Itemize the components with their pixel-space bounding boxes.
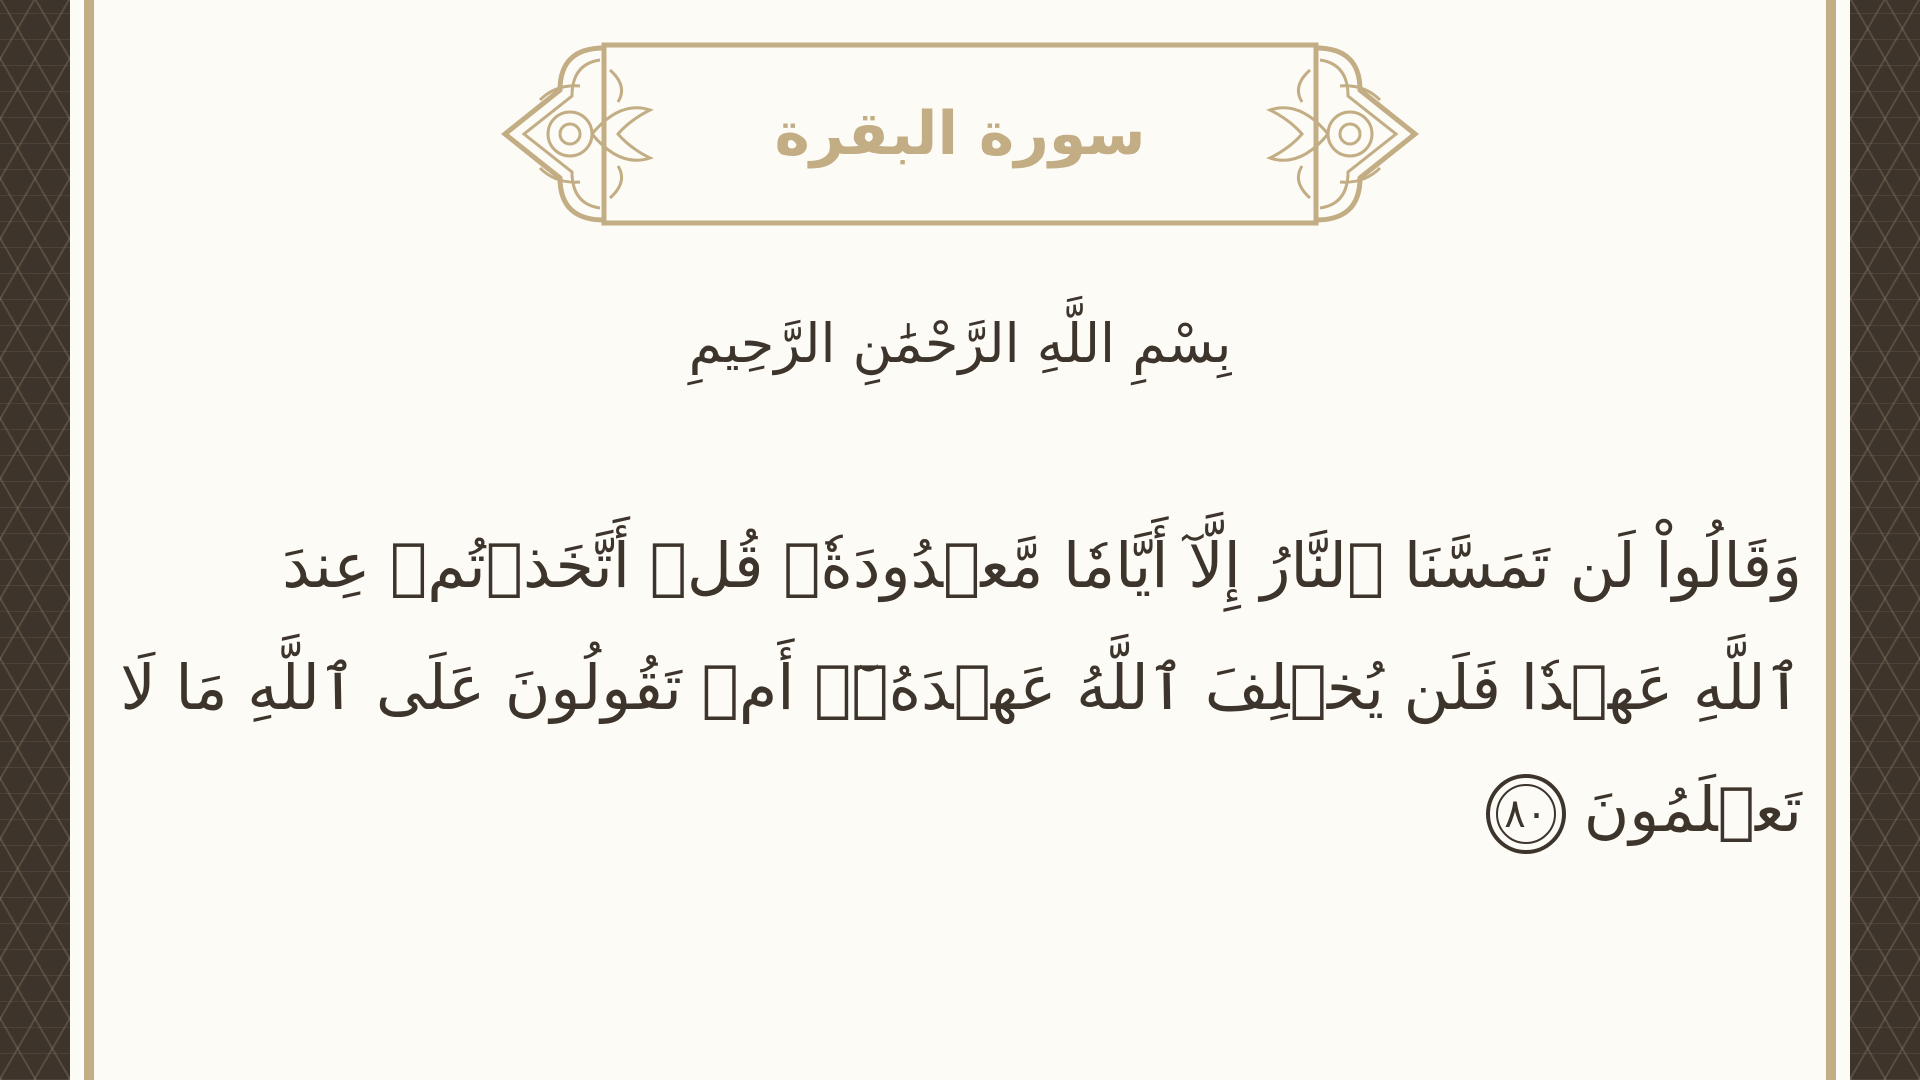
ayah-number-marker: ٨٠: [1486, 774, 1566, 854]
right-gold-rule: [1826, 0, 1836, 1080]
verse-line-3-text: تَعۡلَمُونَ: [1583, 773, 1802, 846]
left-ornamental-border: [0, 0, 70, 1080]
verse-line-2: ٱللَّهِ عَهۡدٗا فَلَن يُخۡلِفَ ٱللَّهُ عَهۡدَهُۥٓۖ أَمۡ تَقُولُونَ عَلَى ٱللَّهِ مَا لَا: [120, 651, 1802, 724]
surah-title: سورة البقرة: [774, 99, 1146, 169]
left-gold-rule: [84, 0, 94, 1080]
basmala: بِسْمِ اللَّهِ الرَّحْمَٰنِ الرَّحِيمِ: [688, 311, 1232, 375]
verse-line-3: [400, 749, 1802, 871]
right-ornamental-border: [1850, 0, 1920, 1080]
verse-line-1: وَقَالُواْ لَن تَمَسَّنَا ٱلنَّارُ إِلَّآ أَيَّامٗا مَّعۡدُودَةٗۚ قُلۡ أَتَّخَذۡتُمۡ عِندَ: [282, 529, 1802, 602]
surah-header-cartouche: [500, 40, 1420, 228]
verse-text: [120, 505, 1802, 871]
